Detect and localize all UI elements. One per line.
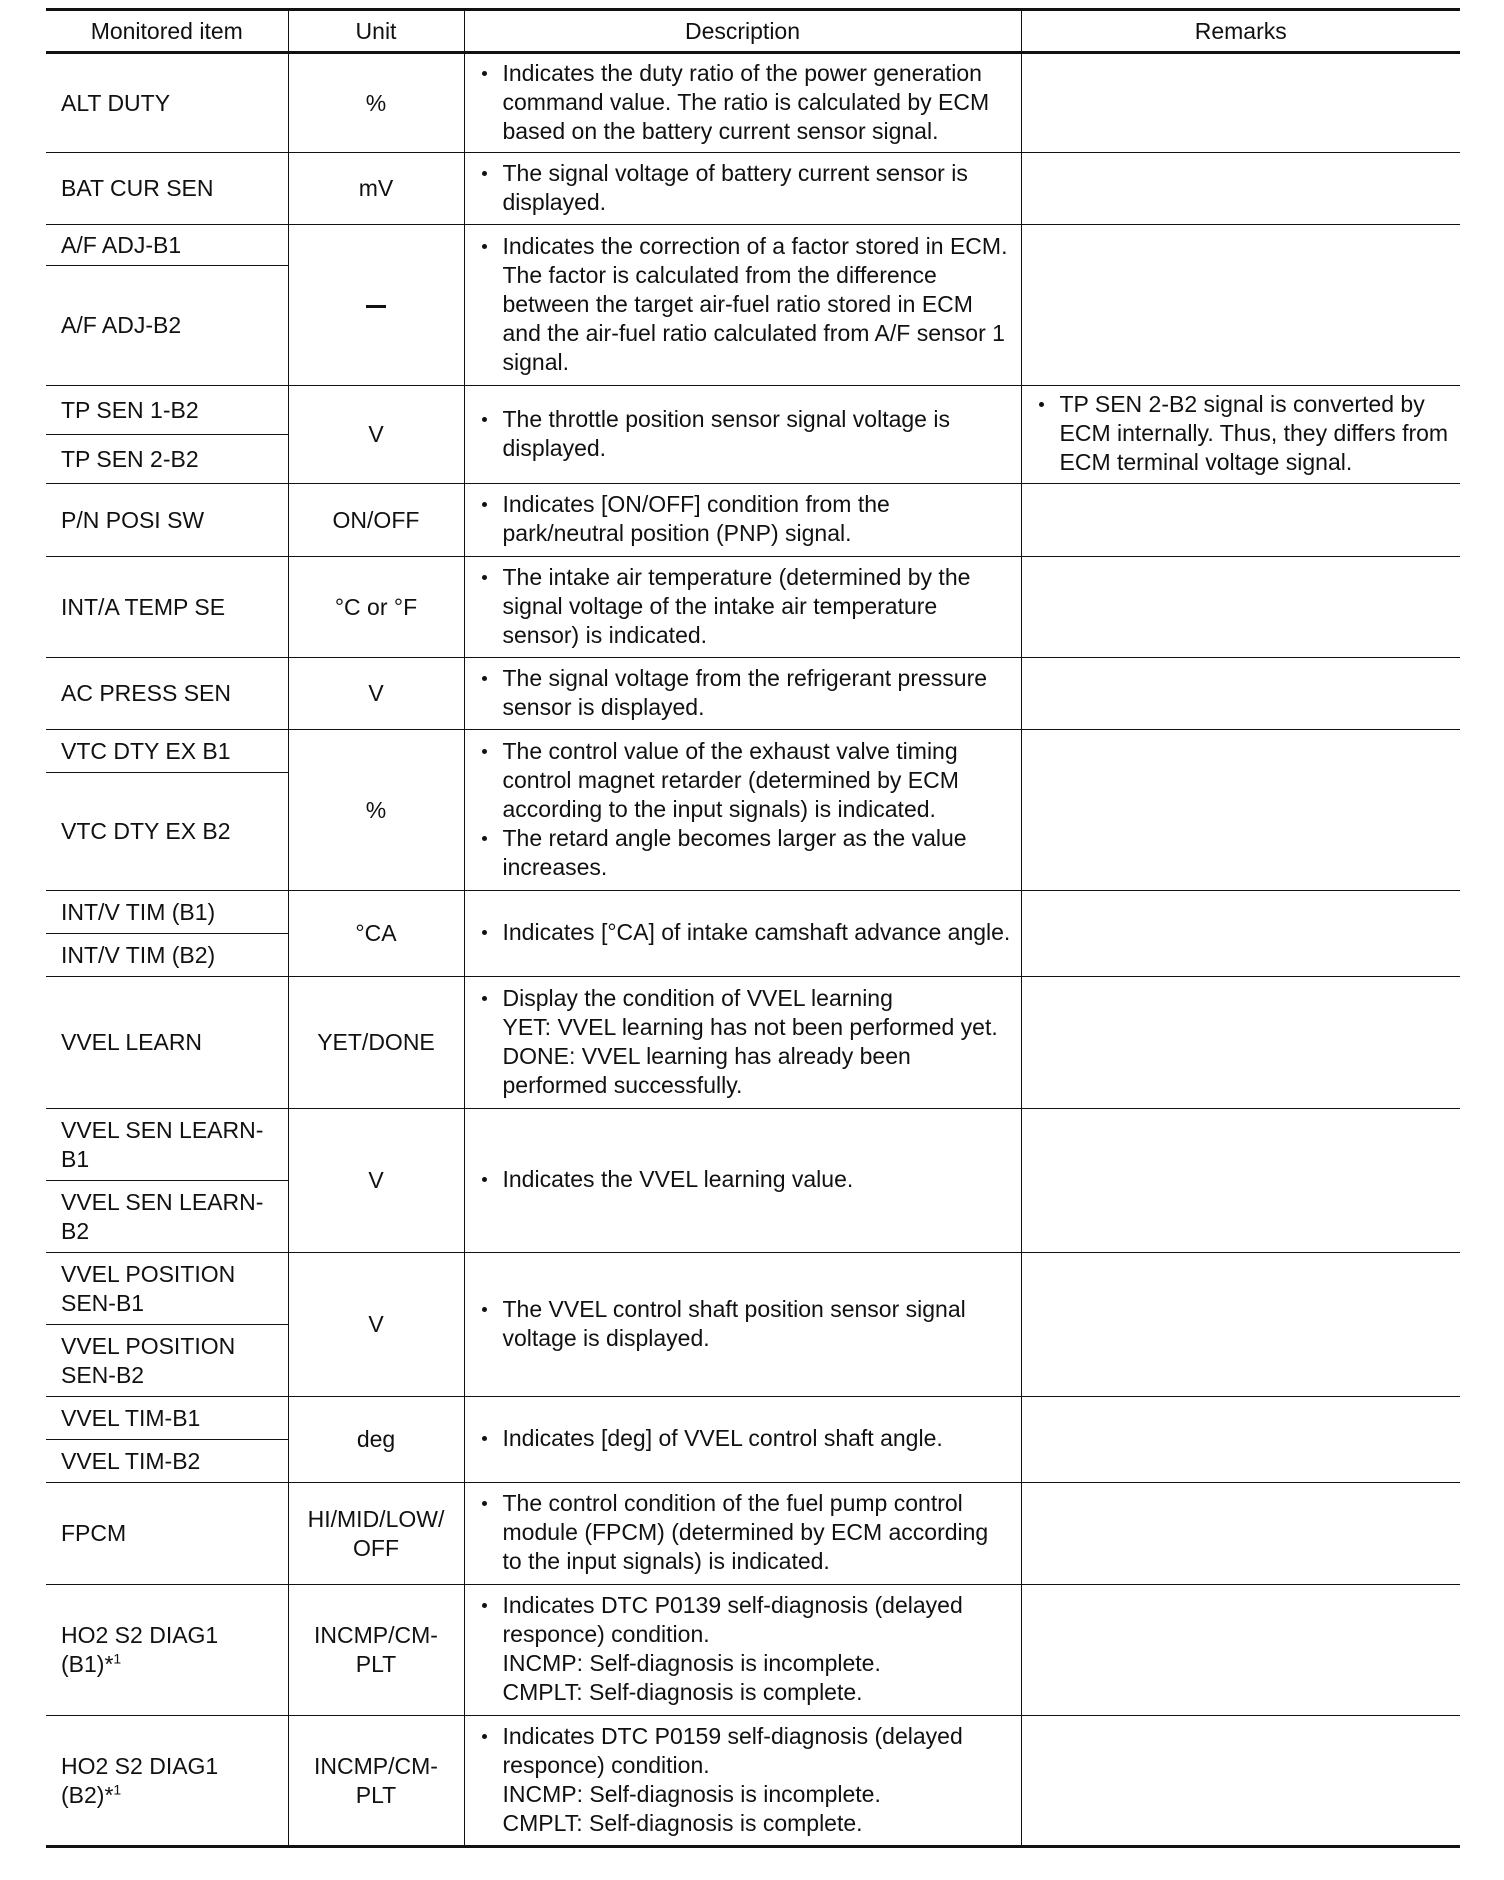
description-bullet: The throttle position sensor signal voltage is displayed. <box>473 405 1013 463</box>
description-line: CMPLT: Self-diagnosis is complete. <box>502 1809 863 1836</box>
description-bullet: The control value of the exhaust valve timing control magnet retarder (determined by ECM according to the input signals) is indicated. <box>473 737 1013 824</box>
table-row <box>46 977 1460 1109</box>
header-remarks: Remarks <box>1021 10 1460 53</box>
table-row <box>46 225 1460 266</box>
remarks <box>1021 1483 1460 1585</box>
description <box>464 1483 1021 1585</box>
monitored-item: BAT CUR SEN <box>46 153 288 225</box>
remarks <box>1021 557 1460 658</box>
table-row <box>46 891 1460 934</box>
remarks <box>1021 730 1460 891</box>
table-row <box>46 153 1460 225</box>
remarks <box>1021 386 1460 484</box>
unit: deg <box>288 1397 464 1483</box>
unit: V <box>288 386 464 484</box>
monitored-item: VVEL TIM-B1 <box>46 1397 288 1440</box>
remarks <box>1021 1585 1460 1716</box>
description-line: INCMP: Self-diagnosis is incomplete. <box>502 1780 881 1807</box>
monitored-item: VTC DTY EX B2 <box>46 773 288 891</box>
header-unit: Unit <box>288 10 464 53</box>
remarks <box>1021 977 1460 1109</box>
remarks <box>1021 1253 1460 1397</box>
description <box>464 658 1021 730</box>
header-description: Description <box>464 10 1021 53</box>
unit: INCMP/CM- PLT <box>288 1585 464 1716</box>
unit: V <box>288 1109 464 1253</box>
description-line: DONE: VVEL learning has already been performed successfully. <box>502 1042 911 1098</box>
monitored-item: FPCM <box>46 1483 288 1585</box>
description-line: INCMP: Self-diagnosis is incomplete. <box>502 1650 881 1676</box>
monitored-item: VVEL LEARN <box>46 977 288 1109</box>
description <box>464 730 1021 891</box>
unit: YET/DONE <box>288 977 464 1109</box>
table-row <box>46 557 1460 658</box>
monitored-item: A/F ADJ-B1 <box>46 225 288 266</box>
description <box>464 891 1021 977</box>
monitored-item: INT/V TIM (B2) <box>46 934 288 977</box>
monitored-item: ALT DUTY <box>46 53 288 153</box>
remarks <box>1021 1397 1460 1483</box>
remarks <box>1021 225 1460 386</box>
description <box>464 977 1021 1109</box>
item-label: HO2 S2 DIAG1 (B2)* <box>61 1752 219 1808</box>
remarks <box>1021 153 1460 225</box>
description-bullet: Indicates DTC P0139 self-diagnosis (delayed responce) condition. <box>473 1591 1013 1649</box>
unit: INCMP/CM- PLT <box>288 1716 464 1847</box>
table-row <box>46 53 1460 153</box>
unit: % <box>288 730 464 891</box>
table-row <box>46 1397 1460 1440</box>
header-monitored-item: Monitored item <box>46 10 288 53</box>
unit: V <box>288 1253 464 1397</box>
monitored-item: A/F ADJ-B2 <box>46 266 288 386</box>
item-label: HO2 S2 DIAG1 (B1)* <box>61 1622 219 1677</box>
description-bullet: Indicates [deg] of VVEL control shaft angle. <box>473 1424 1013 1453</box>
monitored-item: VVEL TIM-B2 <box>46 1440 288 1483</box>
monitored-item: TP SEN 1-B2 <box>46 386 288 435</box>
table-row <box>46 658 1460 730</box>
description-bullet: Indicates [°CA] of intake camshaft advance angle. <box>473 918 1013 947</box>
monitored-item: TP SEN 2-B2 <box>46 435 288 484</box>
remark-bullet: TP SEN 2-B2 signal is converted by ECM internally. Thus, they differs from ECM terminal voltage signal. <box>1030 390 1453 477</box>
monitored-item <box>46 1716 288 1847</box>
unit: °C or °F <box>288 557 464 658</box>
unit: HI/MID/LOW/ OFF <box>288 1483 464 1585</box>
monitored-item: INT/V TIM (B1) <box>46 891 288 934</box>
table-row <box>46 1716 1460 1847</box>
monitored-item: VVEL POSITION SEN-B2 <box>46 1325 288 1397</box>
remarks <box>1021 891 1460 977</box>
description-bullet: Indicates the duty ratio of the power generation command value. The ratio is calculated by ECM based on the battery current sensor signal. <box>473 59 1013 146</box>
description <box>464 1397 1021 1483</box>
unit: % <box>288 53 464 153</box>
description-line: CMPLT: Self-diagnosis is complete. <box>502 1679 863 1705</box>
description-bullet: The retard angle becomes larger as the value increases. <box>473 824 1013 882</box>
unit: ON/OFF <box>288 484 464 557</box>
remarks <box>1021 53 1460 153</box>
description-line: YET: VVEL learning has not been performed yet. <box>502 1013 998 1040</box>
description-bullet: The signal voltage from the refrigerant pressure sensor is displayed. <box>473 664 1013 722</box>
description-bullet: Indicates [ON/OFF] condition from the park/neutral position (PNP) signal. <box>473 490 1013 548</box>
description-bullet: Display the condition of VVEL learning <box>473 984 1013 1013</box>
remarks <box>1021 658 1460 730</box>
remarks <box>1021 1716 1460 1847</box>
table-row <box>46 1109 1460 1181</box>
monitored-item: VTC DTY EX B1 <box>46 730 288 773</box>
monitored-item: VVEL POSITION SEN-B1 <box>46 1253 288 1325</box>
monitor-item-table <box>46 8 1460 1848</box>
monitored-item: AC PRESS SEN <box>46 658 288 730</box>
description <box>464 557 1021 658</box>
monitored-item: VVEL SEN LEARN-B1 <box>46 1109 288 1181</box>
unit: mV <box>288 153 464 225</box>
unit: V <box>288 658 464 730</box>
description <box>464 1716 1021 1847</box>
header-row <box>46 10 1460 53</box>
monitored-item: P/N POSI SW <box>46 484 288 557</box>
description-bullet: Indicates DTC P0159 self-diagnosis (delayed responce) condition. <box>473 1722 1013 1780</box>
description <box>464 1109 1021 1253</box>
monitored-item: VVEL SEN LEARN-B2 <box>46 1181 288 1253</box>
description <box>464 53 1021 153</box>
description <box>464 484 1021 557</box>
monitored-item <box>46 1585 288 1716</box>
description <box>464 225 1021 386</box>
unit-dash <box>366 305 386 308</box>
description-bullet: Indicates the correction of a factor stored in ECM. The factor is calculated from the difference between the target air-fuel ratio stored in ECM and the air-fuel ratio calculated from A/F sensor 1 signal. <box>473 232 1013 377</box>
table-row <box>46 484 1460 557</box>
remarks <box>1021 484 1460 557</box>
monitored-item: INT/A TEMP SE <box>46 557 288 658</box>
description-bullet: The control condition of the fuel pump control module (FPCM) (determined by ECM according to the input signals) is indicated. <box>473 1489 1013 1576</box>
description-bullet: The VVEL control shaft position sensor signal voltage is displayed. <box>473 1295 1013 1353</box>
table-row <box>46 1585 1460 1716</box>
description-bullet: The intake air temperature (determined by the signal voltage of the intake air temperature sensor) is indicated. <box>473 563 1013 650</box>
description <box>464 386 1021 484</box>
description <box>464 153 1021 225</box>
unit: °CA <box>288 891 464 977</box>
description-bullet: Indicates the VVEL learning value. <box>473 1165 1013 1194</box>
footnote-marker: 1 <box>113 1780 122 1797</box>
description <box>464 1253 1021 1397</box>
table-row <box>46 1483 1460 1585</box>
description <box>464 1585 1021 1716</box>
remarks <box>1021 1109 1460 1253</box>
unit <box>288 225 464 386</box>
description-bullet: The signal voltage of battery current sensor is displayed. <box>473 159 1013 217</box>
table-row <box>46 386 1460 435</box>
table-row <box>46 730 1460 773</box>
table-row <box>46 1253 1460 1325</box>
footnote-marker: 1 <box>113 1650 122 1667</box>
